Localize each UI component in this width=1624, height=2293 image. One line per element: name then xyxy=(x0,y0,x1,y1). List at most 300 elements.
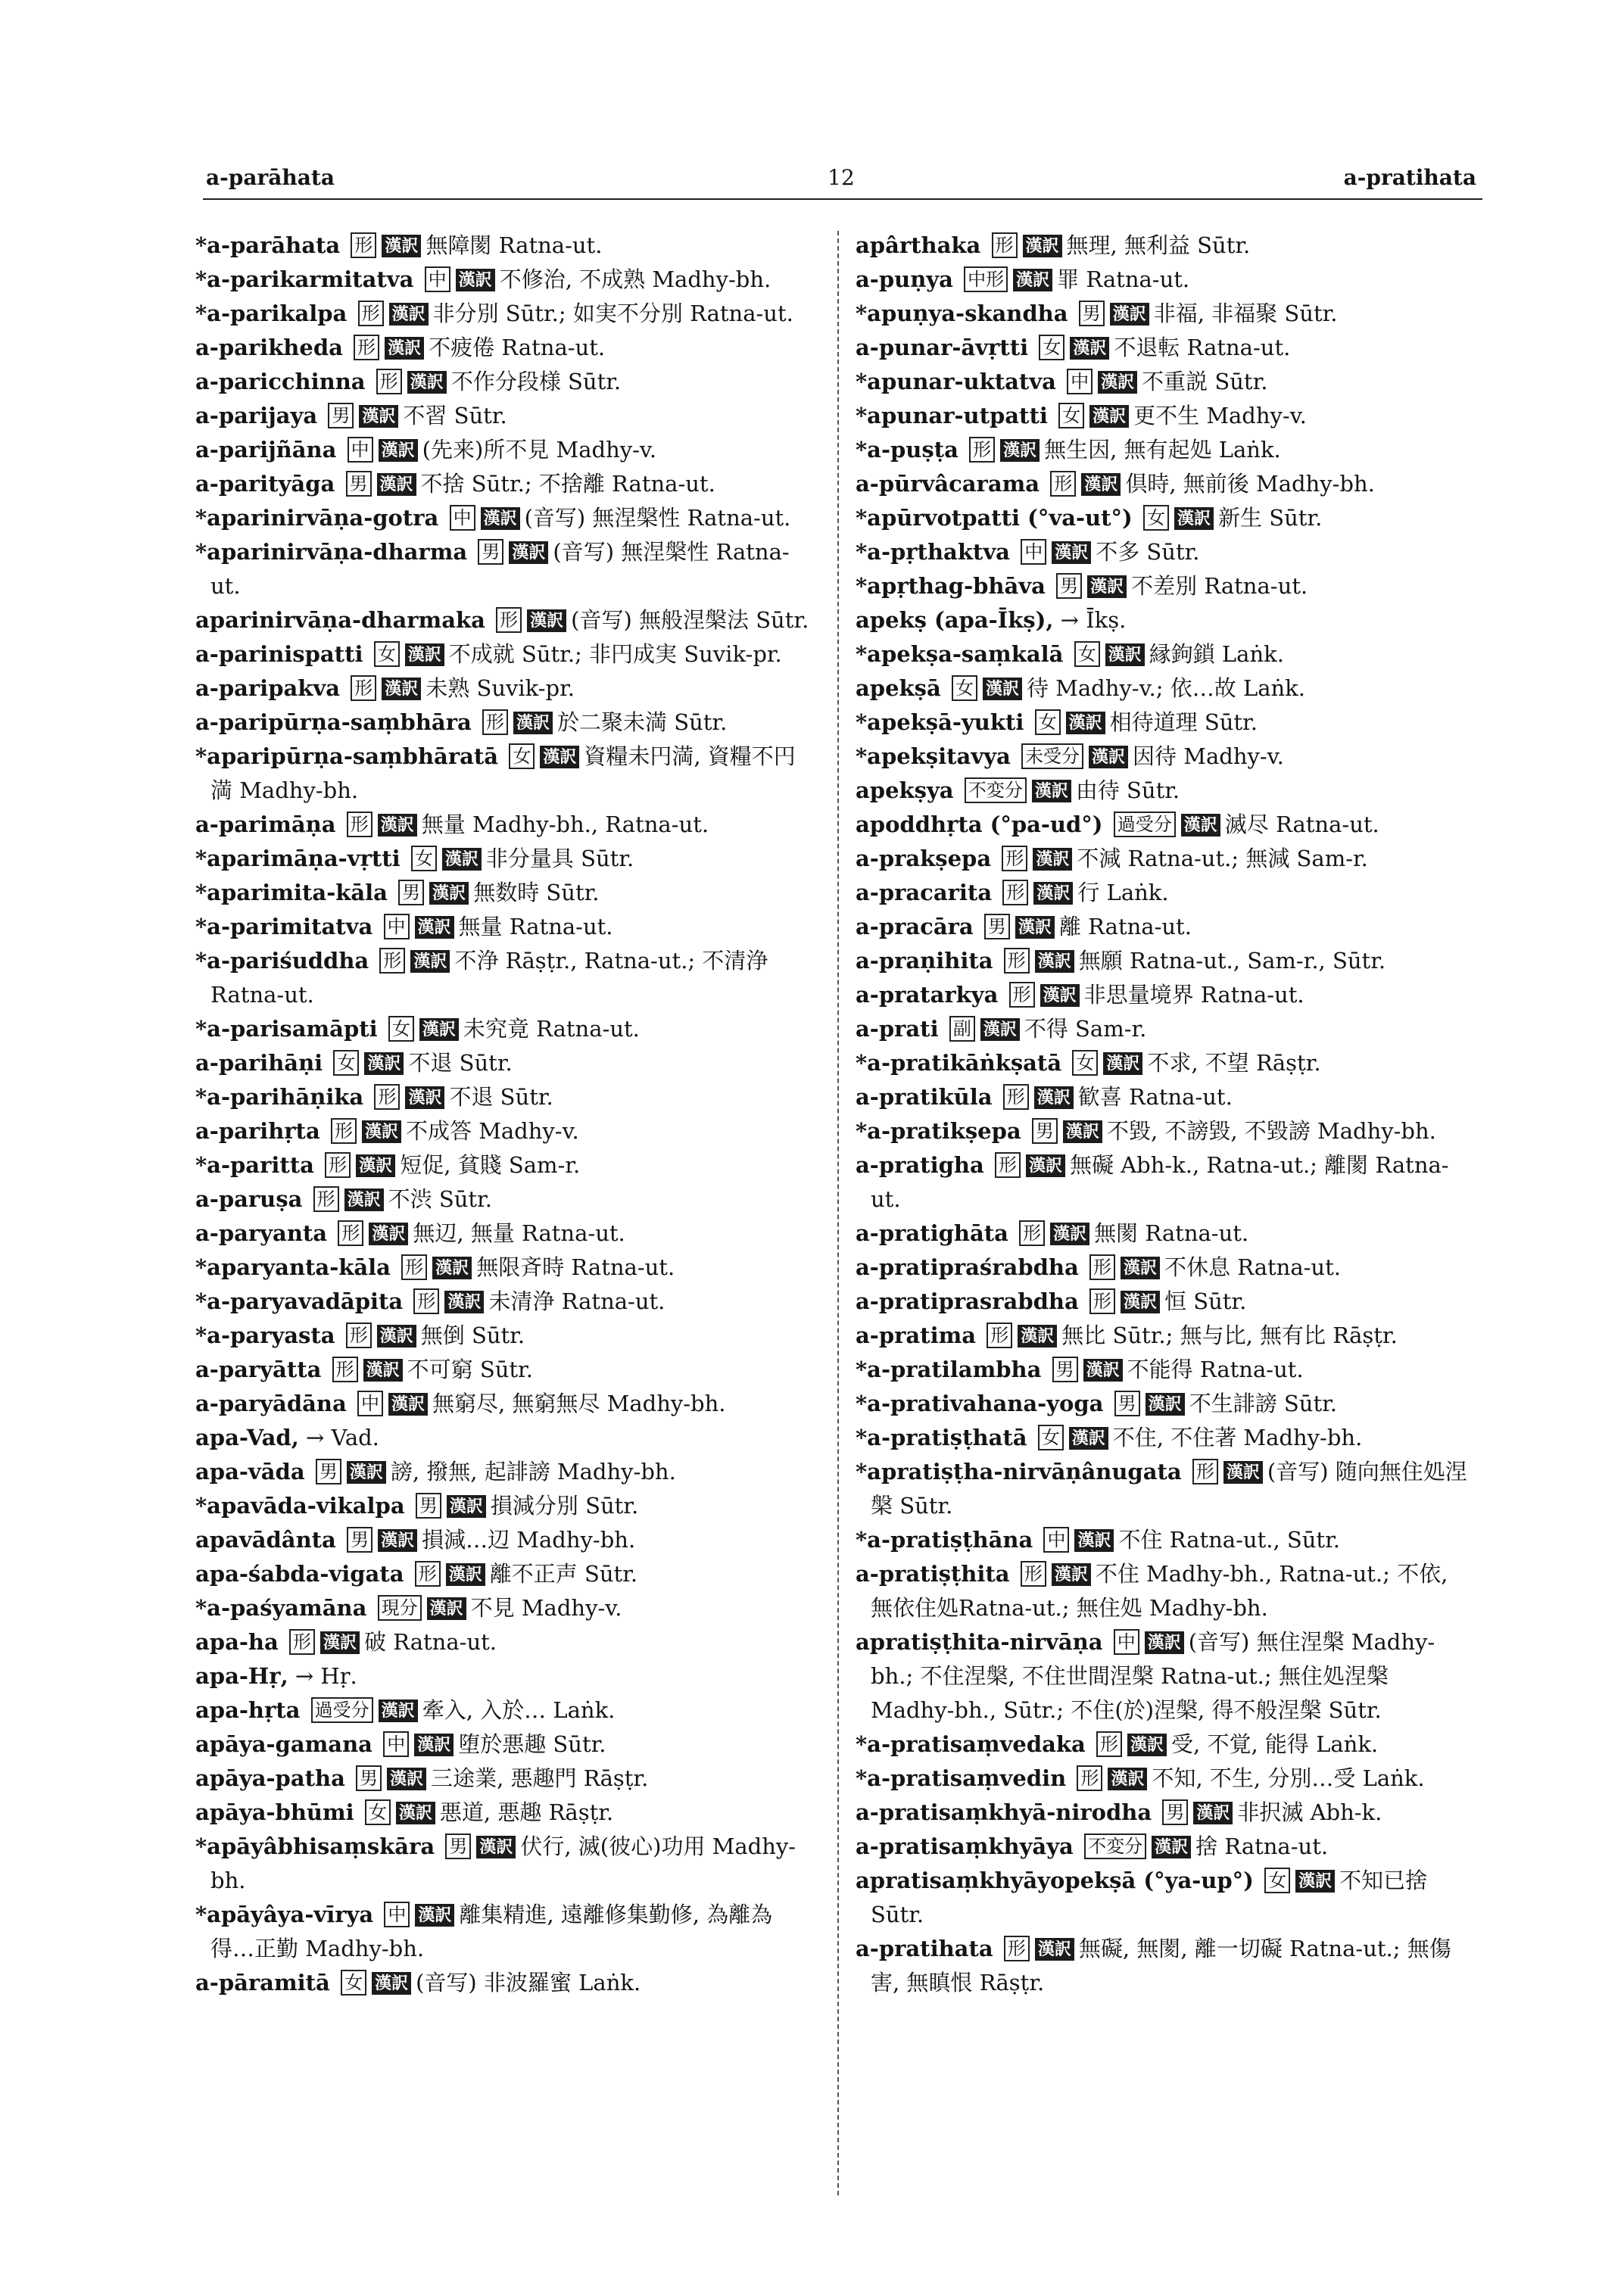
part-of-speech-label: 女 xyxy=(1074,641,1100,667)
entry-marker: * xyxy=(195,232,207,258)
gloss-text: (音写) 随向無住処涅槃 Sūtr. xyxy=(871,1459,1467,1519)
part-of-speech-label: 女 xyxy=(374,641,400,667)
dictionary-entry xyxy=(856,706,1473,740)
dictionary-entry xyxy=(856,637,1473,671)
entry-marker: * xyxy=(856,641,868,667)
translation-tag: 漢訳 xyxy=(513,712,553,734)
dictionary-entry xyxy=(195,1114,812,1148)
translation-tag: 漢訳 xyxy=(1105,643,1145,666)
dictionary-entry xyxy=(195,603,812,637)
headword: a-pratikṣepa xyxy=(867,1118,1021,1144)
gloss-text: 新生 Sūtr. xyxy=(1218,505,1323,531)
page-number: 12 xyxy=(828,165,855,190)
entry-marker: * xyxy=(856,709,868,735)
dictionary-entry xyxy=(195,433,812,467)
headword: apavādânta xyxy=(195,1527,336,1553)
entry-marker: * xyxy=(195,1493,207,1519)
headword: apāya-gamana xyxy=(195,1731,372,1757)
translation-tag: 漢訳 xyxy=(980,1018,1020,1041)
headword: apa-śabda-vigata xyxy=(195,1561,404,1587)
headword: a-parikheda xyxy=(195,335,343,360)
dictionary-entry xyxy=(856,569,1473,603)
gloss-text: 損減…辺 Madhy-bh. xyxy=(422,1527,636,1553)
dictionary-entry xyxy=(856,740,1473,774)
entry-marker: * xyxy=(195,1254,207,1280)
dictionary-entry xyxy=(856,1114,1473,1148)
part-of-speech-label: 中 xyxy=(450,505,475,531)
entry-marker: * xyxy=(856,505,868,531)
running-head-right: a-pratihata xyxy=(1343,165,1476,190)
gloss-text: 無限斉時 Ratna-ut. xyxy=(476,1254,675,1280)
headword: apṛthag-bhāva xyxy=(867,573,1046,599)
translation-tag: 漢訳 xyxy=(1052,1563,1091,1586)
part-of-speech-label: 形 xyxy=(987,1323,1012,1348)
headword: a-pṛthaktva xyxy=(867,539,1010,565)
translation-tag: 漢訳 xyxy=(1110,303,1149,326)
entry-marker: * xyxy=(856,301,868,326)
headword: a-parāhata xyxy=(207,232,341,258)
dictionary-entry xyxy=(856,978,1473,1012)
part-of-speech-label: 形 xyxy=(1050,471,1076,497)
headword: a-paripakva xyxy=(195,675,340,701)
dictionary-entry xyxy=(195,1557,812,1591)
part-of-speech-label: 女 xyxy=(1072,1050,1098,1076)
gloss-text: 於二聚未満 Sūtr. xyxy=(557,709,728,735)
gloss-text: 由待 Sūtr. xyxy=(1075,777,1180,803)
headword: a-puṇya xyxy=(856,266,953,292)
part-of-speech-label: 形 xyxy=(354,335,379,360)
translation-tag: 漢訳 xyxy=(509,541,548,564)
headword: aparipūrṇa-saṃbhāratā xyxy=(207,743,499,769)
part-of-speech-label: 形 xyxy=(496,607,522,633)
translation-tag: 漢訳 xyxy=(1063,1120,1102,1143)
headword: a-parisamāpti xyxy=(207,1016,378,1042)
translation-tag: 漢訳 xyxy=(1015,916,1055,939)
entry-marker: * xyxy=(195,1323,207,1348)
dictionary-entry xyxy=(195,876,812,910)
part-of-speech-label: 形 xyxy=(401,1254,427,1280)
dictionary-entry xyxy=(856,1557,1473,1625)
part-of-speech-label: 形 xyxy=(376,369,402,394)
translation-tag: 漢訳 xyxy=(429,882,469,905)
translation-tag: 漢訳 xyxy=(1295,1870,1335,1893)
translation-tag: 漢訳 xyxy=(446,1563,485,1586)
headword: a-paryasta xyxy=(207,1323,335,1348)
gloss-text: 短促, 貧賤 Sam-r. xyxy=(400,1152,581,1178)
translation-tag: 漢訳 xyxy=(1108,1768,1147,1790)
gloss-text: 不見 Madhy-v. xyxy=(470,1595,622,1621)
gloss-text: 不知已捨 Sūtr. xyxy=(871,1868,1428,1927)
dictionary-entry xyxy=(856,1932,1473,2000)
dictionary-entry xyxy=(856,1012,1473,1046)
headword: a-paritta xyxy=(207,1152,314,1178)
gloss-text: 不住 Madhy-bh., Ratna-ut.; 不依, 無依住処Ratna-ut.; 無住処 Madhy-bh. xyxy=(871,1561,1448,1621)
headword: a-parimāṇa xyxy=(195,812,336,837)
part-of-speech-label: 過受分 xyxy=(311,1697,373,1723)
gloss-text: 無理, 無利益 Sūtr. xyxy=(1066,232,1251,258)
dictionary-entry xyxy=(195,671,812,706)
part-of-speech-label: 中 xyxy=(348,437,373,463)
gloss-text: 無辺, 無量 Ratna-ut. xyxy=(413,1220,625,1246)
dictionary-entry xyxy=(195,944,812,1012)
translation-tag: 漢訳 xyxy=(363,1359,403,1382)
translation-tag: 漢訳 xyxy=(447,1495,486,1518)
dictionary-entry xyxy=(195,1012,812,1046)
translation-tag: 漢訳 xyxy=(414,1734,454,1756)
gloss-text: 未清浄 Ratna-ut. xyxy=(488,1288,665,1314)
dictionary-entry xyxy=(856,671,1473,706)
translation-tag: 漢訳 xyxy=(476,1836,516,1858)
dictionary-entry xyxy=(195,1591,812,1625)
headword: apoddhṛta (°pa-ud°) xyxy=(856,812,1103,837)
translation-tag: 漢訳 xyxy=(385,337,424,360)
entry-marker: * xyxy=(856,573,868,599)
translation-tag: 漢訳 xyxy=(405,643,444,666)
dictionary-entry xyxy=(195,1285,812,1319)
gloss-text: 不成就 Sūtr.; 非円成実 Suvik-pr. xyxy=(448,641,782,667)
translation-tag: 漢訳 xyxy=(356,1154,395,1177)
gloss-text: 因待 Madhy-v. xyxy=(1133,743,1284,769)
dictionary-entry xyxy=(195,1693,812,1728)
translation-tag: 漢訳 xyxy=(382,678,421,700)
headword: apuṇya-skandha xyxy=(867,301,1068,326)
translation-tag: 漢訳 xyxy=(1035,950,1074,973)
headword: a-pratipraśrabdha xyxy=(856,1254,1079,1280)
part-of-speech-label: 女 xyxy=(1039,335,1064,360)
translation-tag: 漢訳 xyxy=(1121,1291,1160,1313)
headword: apratiṣṭha-nirvāṇânugata xyxy=(867,1459,1182,1485)
translation-tag: 漢訳 xyxy=(378,1529,417,1552)
gloss-text: 不休息 Ratna-ut. xyxy=(1164,1254,1341,1280)
part-of-speech-label: 形 xyxy=(1019,1220,1045,1246)
translation-tag: 漢訳 xyxy=(362,1120,401,1143)
headword: apekṣ (apa-Īkṣ), xyxy=(856,607,1054,633)
headword: apekṣā xyxy=(856,675,941,701)
part-of-speech-label: 形 xyxy=(1004,1936,1030,1961)
entry-marker: * xyxy=(195,846,207,871)
gloss-text: 更不生 Madhy-v. xyxy=(1133,403,1307,428)
translation-tag: 漢訳 xyxy=(1066,712,1105,734)
translation-tag: 漢訳 xyxy=(359,405,398,428)
translation-tag: 漢訳 xyxy=(1069,1427,1108,1450)
part-of-speech-label: 男 xyxy=(328,403,354,428)
part-of-speech-label: 中 xyxy=(1067,369,1093,394)
part-of-speech-label: 女 xyxy=(388,1016,414,1042)
dictionary-entry xyxy=(856,1387,1473,1421)
headword: apunar-uktatva xyxy=(867,369,1056,394)
entry-marker: * xyxy=(195,539,207,565)
headword: a-pratisaṃkhyāya xyxy=(856,1833,1074,1859)
headword: apa-vāda xyxy=(195,1459,305,1485)
dictionary-entry xyxy=(856,1148,1473,1217)
part-of-speech-label: 男 xyxy=(347,1527,372,1553)
gloss-text: 無生因, 無有起処 Laṅk. xyxy=(1044,437,1281,463)
gloss-text: 非福, 非福聚 Sūtr. xyxy=(1153,301,1338,326)
translation-tag: 漢訳 xyxy=(377,1325,416,1347)
entry-marker: * xyxy=(195,301,207,326)
dictionary-entry xyxy=(195,1489,812,1523)
headword: apāya-patha xyxy=(195,1765,345,1791)
translation-tag: 漢訳 xyxy=(419,1018,459,1041)
translation-tag: 漢訳 xyxy=(1174,507,1214,530)
translation-tag: 漢訳 xyxy=(389,303,429,326)
part-of-speech-label: 形 xyxy=(338,1220,363,1246)
translation-tag: 漢訳 xyxy=(456,269,495,291)
part-of-speech-label: 形 xyxy=(1004,948,1030,974)
entry-marker: * xyxy=(856,1050,868,1076)
headword: apāyâya-vīrya xyxy=(207,1902,374,1927)
gloss-text: 不捨 Sūtr.; 不捨離 Ratna-ut. xyxy=(420,471,715,497)
dictionary-entry xyxy=(856,1319,1473,1353)
translation-tag: 漢訳 xyxy=(405,1086,444,1109)
gloss-text: 不減 Ratna-ut.; 無減 Sam-r. xyxy=(1077,846,1368,871)
dictionary-entry xyxy=(195,1966,812,2000)
dictionary-entry xyxy=(856,1762,1473,1796)
gloss-text: 無数時 Sūtr. xyxy=(473,880,600,905)
headword: a-parinispatti xyxy=(195,641,363,667)
headword: apāyâbhisaṃskāra xyxy=(207,1833,435,1859)
gloss-text: 無倒 Sūtr. xyxy=(420,1323,525,1348)
part-of-speech-label: 女 xyxy=(1035,709,1061,735)
translation-tag: 漢訳 xyxy=(427,1597,466,1620)
entry-marker: * xyxy=(195,1595,207,1621)
part-of-speech-label: 中 xyxy=(384,914,410,939)
entry-marker: * xyxy=(856,1118,868,1144)
translation-tag: 漢訳 xyxy=(1146,1393,1185,1416)
dictionary-entry xyxy=(856,910,1473,944)
entry-marker: * xyxy=(856,1765,868,1791)
headword: apratiṣṭhita-nirvāṇa xyxy=(856,1629,1103,1655)
entry-marker: * xyxy=(856,403,868,428)
part-of-speech-label: 形 xyxy=(351,675,376,701)
headword: a-pāramitā xyxy=(195,1970,330,1995)
translation-tag: 漢訳 xyxy=(410,950,450,973)
dictionary-entry xyxy=(856,433,1473,467)
headword: a-prakṣepa xyxy=(856,846,992,871)
dictionary-entry xyxy=(195,263,812,297)
headword: apavāda-vikalpa xyxy=(207,1493,405,1519)
headword: apunar-utpatti xyxy=(867,403,1048,428)
dictionary-entry xyxy=(195,1523,812,1557)
entry-marker: * xyxy=(856,743,868,769)
part-of-speech-label: 女 xyxy=(1058,403,1084,428)
part-of-speech-label: 形 xyxy=(992,232,1018,258)
dictionary-entry xyxy=(195,535,812,603)
entry-marker: * xyxy=(195,1152,207,1178)
gloss-text: (音写) 無般涅槃法 Sūtr. xyxy=(571,607,809,633)
headword: a-paryanta xyxy=(195,1220,328,1246)
part-of-speech-label: 男 xyxy=(1114,1391,1140,1416)
gloss-text: 無比 Sūtr.; 無与比, 無有比 Rāṣṭr. xyxy=(1061,1323,1398,1348)
part-of-speech-label: 形 xyxy=(374,1084,400,1110)
dictionary-entry xyxy=(195,229,812,263)
part-of-speech-label: 男 xyxy=(316,1459,341,1485)
entry-marker: * xyxy=(856,1357,868,1382)
entry-marker: * xyxy=(195,743,207,769)
dictionary-entry xyxy=(195,740,812,808)
part-of-speech-label: 過受分 xyxy=(1114,812,1176,837)
dictionary-entry xyxy=(195,1762,812,1796)
translation-tag: 漢訳 xyxy=(1000,439,1040,462)
headword: apekṣa-saṃkalā xyxy=(867,641,1064,667)
translation-tag: 漢訳 xyxy=(320,1631,360,1654)
part-of-speech-label: 中 xyxy=(1114,1629,1139,1655)
headword: a-pratima xyxy=(856,1323,977,1348)
dictionary-entry xyxy=(195,297,812,331)
translation-tag: 漢訳 xyxy=(1033,848,1072,871)
dictionary-entry xyxy=(856,1353,1473,1387)
translation-tag: 漢訳 xyxy=(379,439,418,462)
dictionary-entry xyxy=(195,1353,812,1387)
dictionary-entry xyxy=(856,1285,1473,1319)
translation-tag: 漢訳 xyxy=(1127,1734,1167,1756)
part-of-speech-label: 形 xyxy=(1096,1731,1122,1757)
headword: a-parijaya xyxy=(195,403,318,428)
translation-tag: 漢訳 xyxy=(1083,1359,1123,1382)
gloss-text: 非思量境界 Ratna-ut. xyxy=(1083,982,1304,1008)
translation-tag: 漢訳 xyxy=(540,746,579,768)
part-of-speech-label: 現分 xyxy=(378,1595,422,1621)
gloss-text: 不生誹謗 Sūtr. xyxy=(1189,1391,1337,1416)
headword: a-paryavadāpita xyxy=(207,1288,404,1314)
headword: aparimita-kāla xyxy=(207,880,388,905)
gloss-text: 不求, 不望 Rāṣṭr. xyxy=(1147,1050,1321,1076)
gloss-text: 不知, 不生, 分別…受 Laṅk. xyxy=(1152,1765,1425,1791)
headword: apekṣā-yukti xyxy=(867,709,1024,735)
headword: a-parihāṇika xyxy=(207,1084,364,1110)
gloss-text: 不習 Sūtr. xyxy=(403,403,507,428)
translation-tag: 漢訳 xyxy=(407,371,447,394)
gloss-text: 三途業, 悪趣門 Rāṣṭr. xyxy=(431,1765,649,1791)
entry-marker: * xyxy=(195,505,207,531)
part-of-speech-label: 女 xyxy=(333,1050,359,1076)
part-of-speech-label: 形 xyxy=(1003,1084,1029,1110)
dictionary-entry xyxy=(195,1182,812,1217)
headword: a-paripūrṇa-saṃbhāra xyxy=(195,709,472,735)
dictionary-entry xyxy=(856,1046,1473,1080)
headword: a-parihāṇi xyxy=(195,1050,323,1076)
dictionary-entry xyxy=(856,1251,1473,1285)
dictionary-entry xyxy=(856,603,1473,637)
headword: a-puṣṭa xyxy=(867,437,959,463)
translation-tag: 漢訳 xyxy=(369,1223,408,1245)
headword: a-parikalpa xyxy=(207,301,348,326)
headword: a-parimitatva xyxy=(207,914,373,939)
dictionary-entry xyxy=(195,1455,812,1489)
entry-marker: * xyxy=(195,948,207,974)
part-of-speech-label: 形 xyxy=(995,1152,1021,1178)
gloss-text: 堕於悪趣 Sūtr. xyxy=(458,1731,606,1757)
gloss-text: 不成答 Madhy-v. xyxy=(405,1118,579,1144)
gloss-text: 未究竟 Ratna-ut. xyxy=(463,1016,640,1042)
dictionary-entry xyxy=(856,774,1473,808)
part-of-speech-label: 中 xyxy=(383,1731,409,1757)
dictionary-entry xyxy=(856,1217,1473,1251)
gloss-text: 非分量具 Sūtr. xyxy=(485,846,634,871)
entry-marker: * xyxy=(195,1016,207,1042)
dictionary-entry xyxy=(195,1387,812,1421)
gloss-text: 離 Ratna-ut. xyxy=(1058,914,1192,939)
headword: aparinirvāṇa-gotra xyxy=(207,505,439,531)
gloss-text: 不毀, 不謗毀, 不毀謗 Madhy-bh. xyxy=(1106,1118,1436,1144)
dictionary-entry xyxy=(856,1796,1473,1830)
dictionary-entry xyxy=(856,263,1473,297)
gloss-text: 離集精進, 遠離修集勤修, 為離為得…正勤 Madhy-bh. xyxy=(210,1902,773,1961)
part-of-speech-label: 形 xyxy=(1077,1765,1102,1791)
translation-tag: 漢訳 xyxy=(1152,1836,1191,1858)
headword: apa-hṛta xyxy=(195,1697,301,1723)
part-of-speech-label: 形 xyxy=(313,1186,339,1212)
translation-tag: 漢訳 xyxy=(1121,1257,1160,1279)
part-of-speech-label: 女 xyxy=(1264,1868,1290,1893)
headword: a-pratisaṃkhyā-nirodha xyxy=(856,1799,1152,1825)
part-of-speech-label: 形 xyxy=(1002,846,1027,871)
gloss-text: 受, 不覚, 能得 Laṅk. xyxy=(1171,1731,1379,1757)
headword: apekṣitavya xyxy=(867,743,1011,769)
dictionary-entry xyxy=(856,1421,1473,1455)
entry-marker: * xyxy=(856,369,868,394)
dictionary-entry xyxy=(856,1080,1473,1114)
translation-tag: 漢訳 xyxy=(1035,1938,1074,1961)
part-of-speech-label: 中 xyxy=(1043,1527,1069,1553)
gloss-text: 罪 Ratna-ut. xyxy=(1057,266,1190,292)
gloss-text: 無窮尽, 無窮無尽 Madhy-bh. xyxy=(432,1391,726,1416)
headword: a-parityāga xyxy=(195,471,335,497)
gloss-text: 無閡 Ratna-ut. xyxy=(1094,1220,1249,1246)
part-of-speech-label: 男 xyxy=(984,914,1010,939)
part-of-speech-label: 女 xyxy=(509,743,535,769)
translation-tag: 漢訳 xyxy=(1032,780,1071,802)
headword: a-pratigha xyxy=(856,1152,984,1178)
headword: a-pratisaṃvedin xyxy=(867,1765,1067,1791)
gloss-text: 縁鉤鎖 Laṅk. xyxy=(1149,641,1284,667)
headword: a-pratisaṃvedaka xyxy=(867,1731,1086,1757)
translation-tag: 漢訳 xyxy=(1223,1461,1263,1484)
dictionary-entry xyxy=(195,1659,812,1693)
translation-tag: 漢訳 xyxy=(1087,575,1127,598)
gloss-text: 不退転 Ratna-ut. xyxy=(1114,335,1291,360)
part-of-speech-label: 男 xyxy=(445,1833,471,1859)
part-of-speech-label: 女 xyxy=(1038,1425,1064,1450)
part-of-speech-label: 男 xyxy=(1056,573,1082,599)
entry-marker: * xyxy=(856,539,868,565)
translation-tag: 漢訳 xyxy=(527,609,566,632)
dictionary-entry xyxy=(195,1898,812,1966)
translation-tag: 漢訳 xyxy=(1193,1802,1233,1824)
dictionary-entry xyxy=(856,1830,1473,1864)
headword: apūrvotpatti (°va-ut°) xyxy=(867,505,1133,531)
headword: a-punar-āvṛtti xyxy=(856,335,1029,360)
gloss-text: 損減分別 Sūtr. xyxy=(490,1493,639,1519)
gloss-text: 不渋 Sūtr. xyxy=(388,1186,492,1212)
headword: a-paryātta xyxy=(195,1357,322,1382)
part-of-speech-label: 形 xyxy=(332,1357,358,1382)
part-of-speech-label: 未受分 xyxy=(1021,743,1083,769)
gloss-text: 非分別 Sūtr.; 如実不分別 Ratna-ut. xyxy=(432,301,793,326)
entry-marker: * xyxy=(195,1288,207,1314)
part-of-speech-label: 形 xyxy=(1002,880,1028,905)
gloss-text: → Vad. xyxy=(306,1425,379,1450)
part-of-speech-label: 男 xyxy=(478,539,503,565)
translation-tag: 漢訳 xyxy=(432,1257,472,1279)
part-of-speech-label: 中 xyxy=(425,266,450,292)
translation-tag: 漢訳 xyxy=(1052,541,1091,564)
headword: a-praṇihita xyxy=(856,948,993,974)
headword: a-pratihata xyxy=(856,1936,993,1961)
gloss-text: 待 Madhy-v.; 依…故 Laṅk. xyxy=(1026,675,1305,701)
entry-marker: * xyxy=(856,1527,868,1553)
gloss-text: 無障閡 Ratna-ut. xyxy=(425,232,603,258)
